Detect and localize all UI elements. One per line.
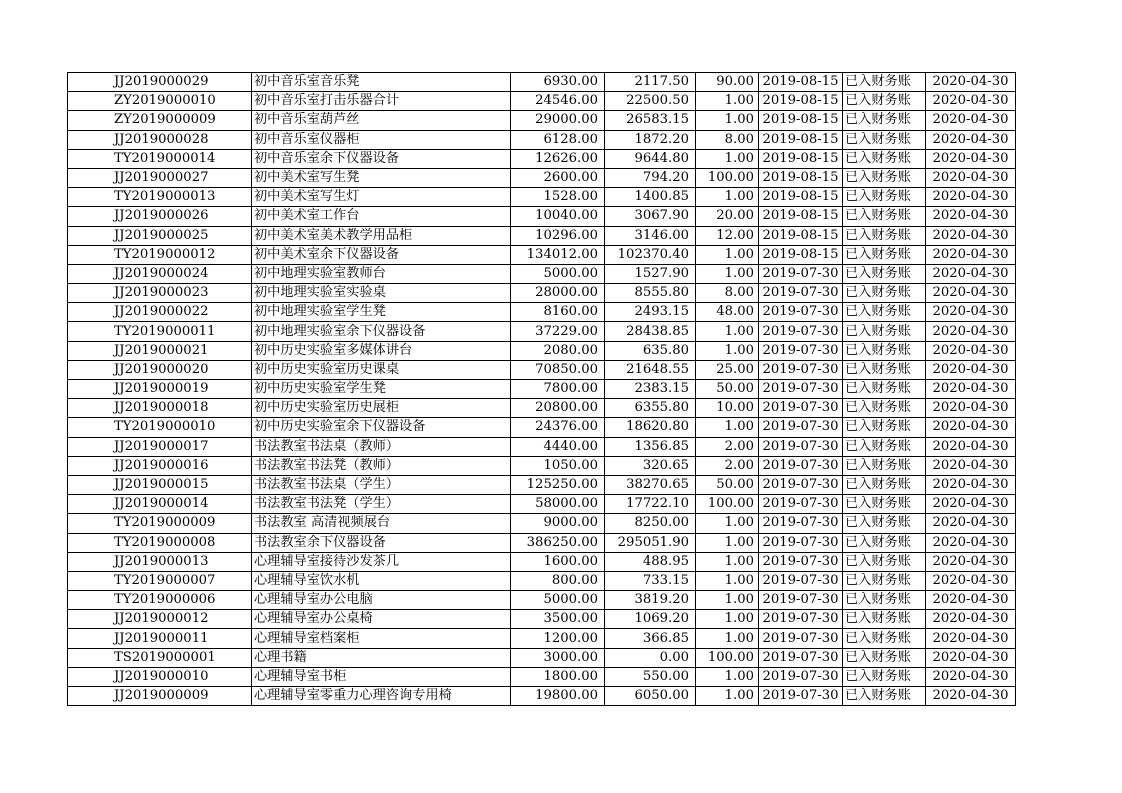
asset-name-cell: 心理辅导室饮水机 [252,571,511,590]
net-value-cell: 366.85 [605,629,696,648]
net-value-cell: 102370.40 [605,245,696,264]
table-row [68,418,1016,437]
acquired-date-cell: 2019-07-30 [759,667,843,686]
quantity-cell: 1.00 [696,322,759,341]
status-cell: 已入财务账 [843,514,926,533]
acquired-date-cell: 2019-08-15 [759,73,843,92]
asset-code-cell: JJ2019000022 [68,303,252,322]
net-value-cell: 2117.50 [605,73,696,92]
status-cell: 已入财务账 [843,360,926,379]
acquired-date-cell: 2019-07-30 [759,399,843,418]
status-cell: 已入财务账 [843,648,926,667]
posted-date-cell: 2020-04-30 [926,437,1016,456]
asset-code-cell: TY2019000007 [68,571,252,590]
status-cell: 已入财务账 [843,341,926,360]
posted-date-cell: 2020-04-30 [926,399,1016,418]
posted-date-cell: 2020-04-30 [926,341,1016,360]
table-row [68,380,1016,399]
quantity-cell: 50.00 [696,380,759,399]
status-cell: 已入财务账 [843,399,926,418]
original-value-cell: 2600.00 [511,168,605,187]
quantity-cell: 1.00 [696,264,759,283]
original-value-cell: 12626.00 [511,149,605,168]
asset-name-cell: 初中美术室美术教学用品柜 [252,226,511,245]
status-cell: 已入财务账 [843,284,926,303]
original-value-cell: 29000.00 [511,111,605,130]
asset-code-cell: JJ2019000029 [68,73,252,92]
net-value-cell: 8555.80 [605,284,696,303]
net-value-cell: 2383.15 [605,380,696,399]
asset-name-cell: 初中地理实验室学生凳 [252,303,511,322]
net-value-cell: 1527.90 [605,264,696,283]
original-value-cell: 20800.00 [511,399,605,418]
net-value-cell: 0.00 [605,648,696,667]
asset-code-cell: JJ2019000028 [68,130,252,149]
quantity-cell: 1.00 [696,341,759,360]
table-row [68,571,1016,590]
asset-code-cell: JJ2019000021 [68,341,252,360]
original-value-cell: 37229.00 [511,322,605,341]
table-row [68,322,1016,341]
posted-date-cell: 2020-04-30 [926,629,1016,648]
asset-name-cell: 初中历史实验室余下仪器设备 [252,418,511,437]
asset-code-cell: JJ2019000019 [68,380,252,399]
table-row [68,533,1016,552]
asset-name-cell: 初中音乐室余下仪器设备 [252,149,511,168]
quantity-cell: 1.00 [696,571,759,590]
asset-name-cell: 心理书籍 [252,648,511,667]
table-row [68,399,1016,418]
original-value-cell: 4440.00 [511,437,605,456]
posted-date-cell: 2020-04-30 [926,475,1016,494]
asset-code-cell: JJ2019000017 [68,437,252,456]
quantity-cell: 48.00 [696,303,759,322]
asset-code-cell: JJ2019000009 [68,687,252,706]
asset-name-cell: 心理辅导室接待沙发茶几 [252,552,511,571]
acquired-date-cell: 2019-07-30 [759,341,843,360]
original-value-cell: 3500.00 [511,610,605,629]
posted-date-cell: 2020-04-30 [926,533,1016,552]
net-value-cell: 635.80 [605,341,696,360]
status-cell: 已入财务账 [843,456,926,475]
status-cell: 已入财务账 [843,437,926,456]
posted-date-cell: 2020-04-30 [926,188,1016,207]
posted-date-cell: 2020-04-30 [926,495,1016,514]
table-row [68,591,1016,610]
quantity-cell: 1.00 [696,149,759,168]
status-cell: 已入财务账 [843,380,926,399]
quantity-cell: 1.00 [696,418,759,437]
net-value-cell: 1400.85 [605,188,696,207]
original-value-cell: 70850.00 [511,360,605,379]
original-value-cell: 7800.00 [511,380,605,399]
acquired-date-cell: 2019-07-30 [759,437,843,456]
quantity-cell: 1.00 [696,92,759,111]
asset-name-cell: 心理辅导室零重力心理咨询专用椅 [252,687,511,706]
status-cell: 已入财务账 [843,264,926,283]
original-value-cell: 125250.00 [511,475,605,494]
net-value-cell: 488.95 [605,552,696,571]
net-value-cell: 733.15 [605,571,696,590]
acquired-date-cell: 2019-08-15 [759,207,843,226]
original-value-cell: 1800.00 [511,667,605,686]
net-value-cell: 3067.90 [605,207,696,226]
net-value-cell: 26583.15 [605,111,696,130]
net-value-cell: 21648.55 [605,360,696,379]
asset-name-cell: 心理辅导室办公桌椅 [252,610,511,629]
original-value-cell: 1528.00 [511,188,605,207]
status-cell: 已入财务账 [843,111,926,130]
acquired-date-cell: 2019-08-15 [759,92,843,111]
table-row [68,303,1016,322]
asset-name-cell: 初中地理实验室实验桌 [252,284,511,303]
quantity-cell: 1.00 [696,591,759,610]
original-value-cell: 800.00 [511,571,605,590]
asset-name-cell: 书法教室余下仪器设备 [252,533,511,552]
net-value-cell: 6050.00 [605,687,696,706]
quantity-cell: 1.00 [696,188,759,207]
table-row [68,437,1016,456]
original-value-cell: 3000.00 [511,648,605,667]
net-value-cell: 1356.85 [605,437,696,456]
acquired-date-cell: 2019-08-15 [759,188,843,207]
asset-code-cell: JJ2019000018 [68,399,252,418]
original-value-cell: 9000.00 [511,514,605,533]
quantity-cell: 25.00 [696,360,759,379]
table-row [68,188,1016,207]
asset-code-cell: JJ2019000024 [68,264,252,283]
asset-name-cell: 书法教室书法凳（学生） [252,495,511,514]
net-value-cell: 794.20 [605,168,696,187]
quantity-cell: 50.00 [696,475,759,494]
asset-name-cell: 初中美术室工作台 [252,207,511,226]
acquired-date-cell: 2019-07-30 [759,418,843,437]
asset-code-cell: JJ2019000015 [68,475,252,494]
table-row [68,552,1016,571]
table-row [68,226,1016,245]
asset-code-cell: TY2019000006 [68,591,252,610]
table-row [68,514,1016,533]
net-value-cell: 1872.20 [605,130,696,149]
status-cell: 已入财务账 [843,552,926,571]
table-row [68,360,1016,379]
quantity-cell: 1.00 [696,533,759,552]
table-row [68,207,1016,226]
table-row [68,456,1016,475]
original-value-cell: 6128.00 [511,130,605,149]
original-value-cell: 386250.00 [511,533,605,552]
asset-code-cell: JJ2019000023 [68,284,252,303]
asset-table [67,72,1016,706]
original-value-cell: 8160.00 [511,303,605,322]
original-value-cell: 28000.00 [511,284,605,303]
asset-code-cell: JJ2019000020 [68,360,252,379]
posted-date-cell: 2020-04-30 [926,303,1016,322]
asset-code-cell: JJ2019000014 [68,495,252,514]
status-cell: 已入财务账 [843,226,926,245]
quantity-cell: 1.00 [696,610,759,629]
net-value-cell: 8250.00 [605,514,696,533]
asset-name-cell: 心理辅导室书柜 [252,667,511,686]
table-row [68,341,1016,360]
status-cell: 已入财务账 [843,130,926,149]
asset-code-cell: JJ2019000026 [68,207,252,226]
asset-name-cell: 初中音乐室音乐凳 [252,73,511,92]
posted-date-cell: 2020-04-30 [926,667,1016,686]
table-row [68,92,1016,111]
posted-date-cell: 2020-04-30 [926,322,1016,341]
original-value-cell: 19800.00 [511,687,605,706]
status-cell: 已入财务账 [843,168,926,187]
asset-name-cell: 书法教室书法凳（教师） [252,456,511,475]
status-cell: 已入财务账 [843,245,926,264]
table-row [68,629,1016,648]
asset-name-cell: 初中美术室写生灯 [252,188,511,207]
original-value-cell: 24546.00 [511,92,605,111]
table-row [68,264,1016,283]
status-cell: 已入财务账 [843,303,926,322]
status-cell: 已入财务账 [843,207,926,226]
acquired-date-cell: 2019-07-30 [759,610,843,629]
net-value-cell: 550.00 [605,667,696,686]
asset-code-cell: TY2019000012 [68,245,252,264]
original-value-cell: 2080.00 [511,341,605,360]
asset-code-cell: TY2019000014 [68,149,252,168]
asset-name-cell: 初中音乐室葫芦丝 [252,111,511,130]
table-row [68,168,1016,187]
acquired-date-cell: 2019-08-15 [759,149,843,168]
asset-code-cell: JJ2019000027 [68,168,252,187]
net-value-cell: 295051.90 [605,533,696,552]
status-cell: 已入财务账 [843,73,926,92]
net-value-cell: 3146.00 [605,226,696,245]
quantity-cell: 1.00 [696,687,759,706]
posted-date-cell: 2020-04-30 [926,284,1016,303]
status-cell: 已入财务账 [843,149,926,168]
acquired-date-cell: 2019-07-30 [759,648,843,667]
posted-date-cell: 2020-04-30 [926,264,1016,283]
quantity-cell: 8.00 [696,130,759,149]
asset-name-cell: 初中音乐室打击乐器合计 [252,92,511,111]
table-row [68,648,1016,667]
original-value-cell: 1600.00 [511,552,605,571]
acquired-date-cell: 2019-07-30 [759,495,843,514]
net-value-cell: 28438.85 [605,322,696,341]
acquired-date-cell: 2019-07-30 [759,284,843,303]
asset-name-cell: 初中历史实验室历史展柜 [252,399,511,418]
original-value-cell: 10040.00 [511,207,605,226]
status-cell: 已入财务账 [843,667,926,686]
acquired-date-cell: 2019-07-30 [759,687,843,706]
status-cell: 已入财务账 [843,610,926,629]
acquired-date-cell: 2019-07-30 [759,456,843,475]
status-cell: 已入财务账 [843,92,926,111]
posted-date-cell: 2020-04-30 [926,456,1016,475]
original-value-cell: 1050.00 [511,456,605,475]
asset-name-cell: 初中地理实验室教师台 [252,264,511,283]
asset-code-cell: TY2019000011 [68,322,252,341]
asset-name-cell: 初中美术室余下仪器设备 [252,245,511,264]
asset-name-cell: 初中历史实验室多媒体讲台 [252,341,511,360]
net-value-cell: 2493.15 [605,303,696,322]
net-value-cell: 3819.20 [605,591,696,610]
asset-name-cell: 书法教室书法桌（学生） [252,475,511,494]
status-cell: 已入财务账 [843,188,926,207]
acquired-date-cell: 2019-07-30 [759,360,843,379]
asset-name-cell: 心理辅导室办公电脑 [252,591,511,610]
asset-code-cell: JJ2019000012 [68,610,252,629]
quantity-cell: 100.00 [696,168,759,187]
posted-date-cell: 2020-04-30 [926,591,1016,610]
net-value-cell: 6355.80 [605,399,696,418]
acquired-date-cell: 2019-07-30 [759,380,843,399]
acquired-date-cell: 2019-08-15 [759,130,843,149]
asset-name-cell: 初中音乐室仪器柜 [252,130,511,149]
asset-name-cell: 初中历史实验室历史课桌 [252,360,511,379]
status-cell: 已入财务账 [843,533,926,552]
posted-date-cell: 2020-04-30 [926,111,1016,130]
table-row [68,495,1016,514]
table-row [68,667,1016,686]
net-value-cell: 38270.65 [605,475,696,494]
table-row [68,111,1016,130]
quantity-cell: 90.00 [696,73,759,92]
net-value-cell: 1069.20 [605,610,696,629]
acquired-date-cell: 2019-08-15 [759,226,843,245]
posted-date-cell: 2020-04-30 [926,687,1016,706]
acquired-date-cell: 2019-08-15 [759,245,843,264]
original-value-cell: 6930.00 [511,73,605,92]
posted-date-cell: 2020-04-30 [926,610,1016,629]
original-value-cell: 10296.00 [511,226,605,245]
net-value-cell: 9644.80 [605,149,696,168]
asset-code-cell: TY2019000009 [68,514,252,533]
asset-code-cell: TY2019000013 [68,188,252,207]
asset-code-cell: TY2019000010 [68,418,252,437]
table-row [68,610,1016,629]
acquired-date-cell: 2019-07-30 [759,264,843,283]
quantity-cell: 1.00 [696,667,759,686]
posted-date-cell: 2020-04-30 [926,207,1016,226]
asset-code-cell: JJ2019000025 [68,226,252,245]
net-value-cell: 18620.80 [605,418,696,437]
asset-code-cell: ZY2019000010 [68,92,252,111]
asset-code-cell: ZY2019000009 [68,111,252,130]
acquired-date-cell: 2019-07-30 [759,322,843,341]
acquired-date-cell: 2019-07-30 [759,514,843,533]
posted-date-cell: 2020-04-30 [926,360,1016,379]
quantity-cell: 8.00 [696,284,759,303]
posted-date-cell: 2020-04-30 [926,571,1016,590]
asset-name-cell: 初中地理实验室余下仪器设备 [252,322,511,341]
status-cell: 已入财务账 [843,495,926,514]
asset-code-cell: JJ2019000016 [68,456,252,475]
asset-name-cell: 书法教室书法桌（教师） [252,437,511,456]
acquired-date-cell: 2019-07-30 [759,303,843,322]
posted-date-cell: 2020-04-30 [926,92,1016,111]
table-row [68,130,1016,149]
status-cell: 已入财务账 [843,591,926,610]
posted-date-cell: 2020-04-30 [926,73,1016,92]
posted-date-cell: 2020-04-30 [926,552,1016,571]
original-value-cell: 134012.00 [511,245,605,264]
posted-date-cell: 2020-04-30 [926,380,1016,399]
posted-date-cell: 2020-04-30 [926,514,1016,533]
asset-name-cell: 书法教室 高清视频展台 [252,514,511,533]
acquired-date-cell: 2019-07-30 [759,629,843,648]
status-cell: 已入财务账 [843,475,926,494]
original-value-cell: 1200.00 [511,629,605,648]
net-value-cell: 320.65 [605,456,696,475]
quantity-cell: 2.00 [696,456,759,475]
table-row [68,149,1016,168]
posted-date-cell: 2020-04-30 [926,226,1016,245]
original-value-cell: 58000.00 [511,495,605,514]
quantity-cell: 12.00 [696,226,759,245]
posted-date-cell: 2020-04-30 [926,245,1016,264]
asset-table-body [68,73,1016,706]
original-value-cell: 24376.00 [511,418,605,437]
quantity-cell: 1.00 [696,111,759,130]
quantity-cell: 100.00 [696,648,759,667]
acquired-date-cell: 2019-07-30 [759,533,843,552]
quantity-cell: 1.00 [696,514,759,533]
posted-date-cell: 2020-04-30 [926,149,1016,168]
acquired-date-cell: 2019-07-30 [759,552,843,571]
acquired-date-cell: 2019-07-30 [759,571,843,590]
net-value-cell: 22500.50 [605,92,696,111]
quantity-cell: 1.00 [696,629,759,648]
asset-code-cell: JJ2019000010 [68,667,252,686]
original-value-cell: 5000.00 [511,264,605,283]
quantity-cell: 20.00 [696,207,759,226]
status-cell: 已入财务账 [843,687,926,706]
acquired-date-cell: 2019-08-15 [759,111,843,130]
original-value-cell: 5000.00 [511,591,605,610]
status-cell: 已入财务账 [843,418,926,437]
quantity-cell: 1.00 [696,245,759,264]
asset-code-cell: TY2019000008 [68,533,252,552]
quantity-cell: 10.00 [696,399,759,418]
posted-date-cell: 2020-04-30 [926,130,1016,149]
status-cell: 已入财务账 [843,629,926,648]
asset-code-cell: JJ2019000013 [68,552,252,571]
status-cell: 已入财务账 [843,571,926,590]
asset-code-cell: JJ2019000011 [68,629,252,648]
table-row [68,687,1016,706]
acquired-date-cell: 2019-07-30 [759,475,843,494]
quantity-cell: 100.00 [696,495,759,514]
asset-name-cell: 初中历史实验室学生凳 [252,380,511,399]
table-row [68,73,1016,92]
acquired-date-cell: 2019-08-15 [759,168,843,187]
asset-name-cell: 初中美术室写生凳 [252,168,511,187]
posted-date-cell: 2020-04-30 [926,418,1016,437]
asset-code-cell: TS2019000001 [68,648,252,667]
table-row [68,284,1016,303]
quantity-cell: 1.00 [696,552,759,571]
table-row [68,245,1016,264]
posted-date-cell: 2020-04-30 [926,168,1016,187]
acquired-date-cell: 2019-07-30 [759,591,843,610]
table-row [68,475,1016,494]
asset-name-cell: 心理辅导室档案柜 [252,629,511,648]
quantity-cell: 2.00 [696,437,759,456]
status-cell: 已入财务账 [843,322,926,341]
net-value-cell: 17722.10 [605,495,696,514]
posted-date-cell: 2020-04-30 [926,648,1016,667]
